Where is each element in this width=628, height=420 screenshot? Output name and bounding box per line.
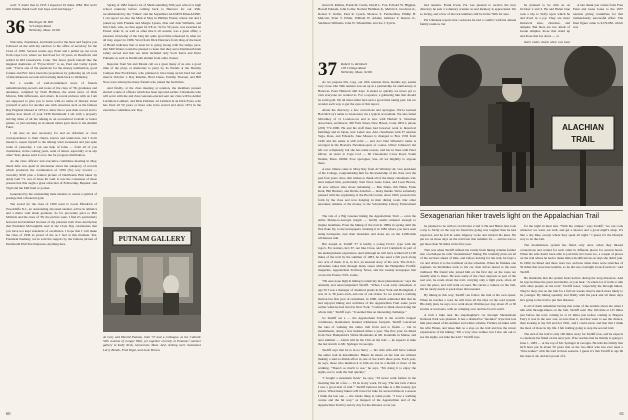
class-36-address [29, 20, 97, 33]
paragraph: The tale of a Big Greener hiking the Appalachian Trail — even the entire Maine-to-Georgia length — hardly seems unusual enough to inspire headlines. Even the hiking of the trail in 1980s in spring until the first flake fly, to the newspapers crushing it in 1982 where you have seen using backpacks over their shoulders and stoke are on the 2,000-mile wilderness trail. [318, 214, 416, 241]
address-line: Robert G. Reinhart [341, 62, 368, 66]
story-headline: Sexagenarian hiker travels light on the Appalachian Trail [420, 211, 599, 220]
left-col1 [6, 40, 97, 410]
paragraph: I am sure an also necessary for and an offerman or class correspondence to their cheers, knows and unknowns, but I don't intend to repeat myself to the talking what awakened and just spite some of yesterday. I can one help of folks — from all of you classmates, in the coming years, send of letters, especially or in any other 'Year, please send it on to me for progress distribution. [6, 131, 97, 158]
paragraph: He maintains that his system beats hollow during the long distances. And he says he likes the great and shelter, as you hear. "A whole lot of trails to talk with other people on the trail," Tardiff notes, "especially the through hikers. They're busy, but on the trail for a full six weeks, they're much more likely to be younger. By hiking speedily and firmly with his pack and all these days he's going to the trail to put that distance. [520, 275, 623, 302]
paragraph: Welcome, classmates, and thank you for the most and forgive you followed on me with my election to the office of secretary for the Class of 1936. Several weeks ago, Peter and I pulled up our roots from Cape Cod, where we had lived for 10 years, in Deerfield, and settled in Old Greenwich, Conn. The fewer griefs behold like the happiest memories of "Pryre-Won't" to us, Paul and Cathy Lynch said, "You're one of the questions for the money nomination, good fortune and Eric have been the proprietors by gathering up all sorts of miscellaneous records and tracking them back to Wellesley. [6, 40, 97, 80]
trail-sign-line1: ALACHIAN [562, 123, 604, 132]
paragraph: About the directory, a few corrections and apologies. We've learned Bob McCoy's name to Gloucester via a typical accountant. We also failed McGinley of 11 Loudon-cas and is now with Herbert S. Newman Associates, Architects, 300 York Street, New Haven, Conn. 06511; phone (203) 772-1990. He and his staff there had however went to historical buildings and in Japan, now Leiter one. Also classmates with 37 reunion Vega, Ross, and Edwards. Jake Mosser is changed to Box 1536 from 1946 and his name is still John — and Joe! Dan Wheeler's name is wronged in the Boston's Newman-spots of course. Oliver Johnson's list left our completely, but she has some reason, told her in lines with Peter Oliver, on leave to Cape Cod — 60 Cheoakotte Cross Road, South Dennis, Mass. 02660. Poor apologies, Sue, all we mightily to anyone there. [318, 108, 416, 165]
paragraph: "He uses none high in hiking is relatively more phenomenon," says the annually and unaccompanied Tardiff. "When I took early retirement at age 59 I was a manager of chemical plants in New York and Bolingfeld, I was 21 to 38 years each, and one of our oldest. So we started a walking motion but first year of retirement, in 1980, which reminded him that he had enjoyed hiking and activities of the Appalachian Trail some years earlier when he had lived in New York. "I started to think about doing the whole trail," Tardiff says. "It seemed like an interesting challenge." [318, 278, 416, 314]
trail-sign-line2: TRAIL [571, 135, 595, 144]
left-col2 [103, 3, 201, 193]
paragraph: A nice tribute came to Mary Ray from Al Winship '42, vice president of the College, congratulating him for his leadership of the class over the past four years. Also, Jim wishes to thank all of the many classmates who have helped him, particularly Tom Noel, Gene Jones, and Leon Brown, all now retired. Also those remaining — Ben Dunn, Jim Hahn, Ernie Kent, Bill Buckert, and Richie Altschul — many thanks. We're extremely pleased with the organizing of the Booth Corner, since 1903, protected in form by the class and now hanging in their dining room. Our other newsmen remains at the money to the Scholarship Library Endowment [318, 166, 416, 207]
hiker-illustration [420, 46, 623, 206]
putnam-gallery-photo [103, 197, 201, 332]
paragraph: And finally, at the class meeting at reunion, the members present elected a slate of officers which has been reported earlier. Classmates who will serve with me and class veterans-elected sent our class will be Arthur Larrimore Lambert, and Dick Perlman. Al Lambert in an Dick Farsa, who has lived all 50 years or more who have served and since 1974 in the executive committee are: Ray- [103, 85, 201, 112]
paragraph: that's pretty much what you hear [524, 39, 570, 43]
paragraph: had reunion. Frank Irwin. Pat was pleased to receive the new directory he sent a voluntary scanner as real memory is appreciated. We so Irving, and a few of the real numbers still be in the '50th for sure. [420, 3, 516, 16]
paragraph: But Joseph A. Tardiff '37 is hardly a young D.O.C. type with the logo's. For starters, he's 67, not like Clare, and Carl Campbell, in part of his undergraduate experience. And although he will have walked all 2,100 miles of the trail by the summer of 1983, he has used a full pack along two acts of them. It is, in fact, an unusual story of his own. The D.O.C. adventure takes him through many states while the Hampshire Prolific magazine, Appalachian Trailway News, and the weekly newspaper that covers his Exeter, N.H., home. [318, 242, 416, 277]
paragraph: A late thank you comes from Fran Fenn and Gene Jones to the 1937 reunion giving committee for that tremendously successful effort. The final figure came to $179,082, which was [573, 3, 623, 30]
paragraph: That was when Tardiff refined his totally fresh hiking scheme further into a technique he calls "modularness" hiking. He carefully plots out all of the sections ahead of time, and before leaving for the trail, he buys a car and drives it to the trailhead on the schedule. When he finishes one segment, he hitchhikes back to his car, then drives ahead to the next trailhead. His friend who joined him on the first day on the route are usually able to share. He uses some of the clear outposts as part of the real rest, he reads about the trail, carrying only a light pack, often all over the place, and will walk on steel. He carries a camera on the trail, but he rarely needs to pack more than needed. [420, 247, 516, 292]
paragraph: Tardiff says that he is in no hurry — his wife wife-will have walked the entire trail in installments. Hikers he meets on the trail are without making a start-to-finish effort in one of the trail's three parts. Each year, he says, those who mention it to him are lost in a month or more of the walking. "There's so much to see," he says. "I'm doing it to enjoy the sights, not to walk the trail quickly." [318, 348, 416, 375]
sign-text: PUTNAM GALLERY [118, 235, 186, 243]
col1-lead [6, 3, 97, 17]
paragraph: The award for the class of 1980 went to Louis Pfundrich of Woodcliffe N.J., an outstanding all-round student, active in athletics and a metro cum laude graduate. So for procedure prior to Phil McInnis and the class of '36, the picture went. I find it's particularly honored and indebted because of my pleasure both class description that President McLaughlin read at the Class Day ceremonies that you have not kept standards of excellence. I hope that I will make the class of 1936 as proud of me as I feel at this moment. Yes, President Kemeny, we've sold the support by the famous picture of Dartmouth Hall that impresses anything here. [6, 202, 97, 246]
paragraph: Not a wealth of well-documented news of friends remembrancing-records and notes of the class of '36, graduates and attendees, compiled by Noth Holbren, the serial news of Dick Morton, Mik Jeffersonn, and others. In recent pictures with us I am not supposed to give you to leave with no name of interest about yourself or prior for another one with ourselves such as the famous Ray England blessed at 1974 to allow me to post their record and to outline how much of your 1936 Dartmouth I am with a properly striving mine of all the talking in an economical football or better games, or just reaching us in annual tables gave more to the Alumni Fund. [6, 81, 97, 130]
paragraph: "I bought a mountain fresh," he says, "I'd never walk farther in the morning that all a few — I'd be in my work. I'd say, 'The last twin 2 kilos I saw a good deal of trail.'" Tardiff believes his hike is a 60s bounty gas prices. When many hikers will travel for hike for several miles in a season I think the last one — the whole thing at some point. "I love a walking course and the hit way," as mapped of the Appalachian and of the Appalachian Trail by and by day for the distance cover yet. [318, 376, 416, 407]
photo-illustration [103, 197, 201, 332]
paragraph: As the class officers' and executive committee meeting in May, much time was spent in discussion about the adequacy of records which produced the continuation of 1936 (So) way toward — currently $100 plus a framed picture of Dartmouth Hall taken by Andy Gell '71, son of Jesse M. Gell. It was the consensus of those present that this ought a great attraction of Fellowship, Bequest, and Vigil and the Mid fund or pocket. [6, 159, 97, 190]
paragraph: Pat Ulmanek reports that cookware he had a conflict with his annual family reunion, but [420, 17, 516, 27]
class-number-36: 36 [6, 17, 25, 38]
story-col2 [420, 224, 516, 410]
paragraph: Spring of 1982 found a lot of Shem attending 50th year school or high school reunions before coming back to Hanover for our 45th, recommended by the "Times" and the September ALUMNI MAGAZINE. I can report we also the Mutt at May in Phillips Exeter, where Jon and I joined up with Frankie and Margie Lynsta, Don and Jean Williams, and Jim Clark, who, as class agent for P.E.A. '32 for 50 years, was awarded an Exeter chair. It, as well as other like it all around, was a great affair; a pleasant reviewing of the long but quite good time rehearsed in what we all may expect in 1986. Word from Dick Durrance from ding-of the heart of Brazil indicates that at least he is going strong with the tempo pace. Our Milt Waters would be pleased to learn that they serve Dartmouth ham safely served and that our table included only Scott Kerrs and Dave Putnams as well as Dartmouth alumni from other classes. [103, 3, 201, 60]
paragraph: Is all of them remember having met some of the notable about me when I talk with through-hikers on the trail. Tardiff said. The 100 mile at 125 miles just before the trail, coming in at 10 miles just before coming to Harpers Ferry it was in the new one, no less than it, and that went to see the chance, then looking at my fall and hot 1991, and I could swear and that that I think the most of those in my life. I felt trailing going to step the second trail. [520, 303, 623, 330]
hiker-photo [420, 46, 623, 206]
putnam-photo-caption: Al Grey and Harold Putnam, both '37 and a colleague, at the Catholic 50th reunion of Longer Hall, yet together recently at Putnams' summer gallery in Kelly Neck, Gloucester, Mass. Also visiting were classmates Larry Bondo, Fred Voget, and Leon Brown. [103, 335, 201, 352]
address-line: 52 Lehigh Road [29, 24, 51, 29]
paragraph: As we prepare this copy, our 45th reunion these months ago seems very close. Our 50th reunion was set up as a partnership for anniversary at Hanover, Peter Haltwolt dull days. It ended so quickly we never got to visit everyone we wanted to. For a reporter, a gathering like that should be solid gold. We all must either had such a good time taking part, but we wonder each way to get the eyes of this report. [318, 80, 416, 107]
paragraph: A trail a hike near his stepdaughter's car through Shenandoah National Park was planned. It has a distinctive "modular" style that lets him plan ahead of his summer and winter scheme. Further, he hikes with his wife Helen, and takes him as a stop on the trail and has the nicest experiences of his hiking. "I'm a very slow walker, but I also am out to see the sights, not hike the trail," Tardiff says. [420, 312, 516, 339]
address-line: 103 College Road [341, 66, 366, 71]
paragraph: The end of the trail is only 160 miles away for Tardiff now, and he expects to celebrate his finish on his next year. If he reaches that he mainly is going to June 1, 1983 — at the top of Mt. Springer in Georgia. He tells the family that he'll have put in about 50 years that as the two-third who has ever been a "thru-walker" with his trail in three seasons. I guess it's that Tardiff at age 66 has done it all, and he's proud of it. [520, 331, 623, 358]
paragraph: Reporter from Six and Mount call on a great many of us also a good time of the plays or memories to party by its friends at the Destiny Campus Pete Fredrichers, who planned to have hung up his hard hat and mascot October 1, Ray Rinaldo, Brad Chase, Tommy Thorsen, and Bill Noss were among the many friends who joined the festivities. [103, 61, 201, 84]
paragraph: The modularness system has failed only once, when they missed connections and waited for each other in different places for several hours. When his wife hasn't been able to join him, he's been too, a couple of places on the trail where he had to make minor modifications on days she didn't join. In 1982, he hiked and there were two sections when there were stretches of 50 miles that were inaccessible, so he did one overnight in such section," said Tardiff. [520, 243, 623, 274]
right-col1 [318, 80, 416, 208]
story-col1 [318, 214, 416, 410]
page-number-right: 61 [619, 411, 624, 416]
paragraph: So Tardiff set a — the Appalachian Trail is the world's longest continuous, maintained, marked wilderness footpath. Tardiff conceived the idea of walking the entire trail from end to finish — but in installments, doing a few hundred miles a year. The first year, he hiked from New Hampshire's White Mountains in Mt. Katahdin in Maine, and next summer — which will be his 15th on the trail — he expects to hike the last stretch to Mt. Springer in Georgia. [318, 315, 416, 347]
paragraph: for the night in their tent. "With the camper," says Tardiff, "we can cook whatever we want, eat well, and get a shower and a good night's sleep. It's like a day hike, except where they spent all night." I guess it's the lifestyle way to do the trail. [520, 224, 623, 242]
address-line: Harlinger M. Hill [29, 20, 54, 24]
paragraph: Generated by the outstanding male student, to assure a symbol of prestige that a financial gain. [6, 191, 97, 201]
paragraph: be planned to be with us on October 2 and 3. He and Helen Jane took a trip to Sicily on the way he found the going was tougher than he had expected, and he fell in some slippery rocks and twisted his knee. He put ice on those days on the trail later that summer for — and he was to get more than 50 miles in the first year. [420, 224, 516, 246]
right-col3 [520, 3, 570, 43]
page-number-left: 60 [6, 411, 11, 416]
class-37-address [341, 62, 411, 75]
story-col3 [520, 224, 623, 410]
col1-lead-paragraph: well: "I doubt that in 1935 I expected I'd make 1982. But we're still ballsin, thank God! Just hope well and happy." [6, 3, 97, 12]
right-col1-top [318, 3, 416, 51]
class-number-37: 37 [318, 59, 337, 80]
paragraph: By hiking in this way, Tardiff can follow the trail at his own speed. When he reaches a road, he will have all the trips on the road system. His daily plan, he says, is to walk about 18 miles per day, about 25 or 30 in nine or ten hours, with no camping over and the food is solid. [420, 293, 516, 311]
right-col2 [420, 3, 516, 43]
paragraph: mond D. Rallins, Frank M. Curtis, David L. Fox, Edward W. Higgins, Harold Putnam, John Coller, Norbert Hellman Jr., Melvin S. Jacobson Jr., Robert T. Keller, Paul R. Lynch, Monroe S. Fetcherthau, Phillip H. Malcom, Peter T. Prime, William W. Adams, Gilmore T. Reeves Jr., Seldmore Williams, John W. Winemiller, and Joe J. Sylvia. [318, 3, 416, 25]
address-line: Wellesley, Mass. 02181 [29, 28, 61, 33]
address-line: Wellesley, Mass. 02181 [341, 70, 373, 75]
right-page [314, 0, 628, 420]
paragraph: he planned to be with us on October 2 and 3. He and Helen Jane took a trip to Sicily upon which he and lived in a joy. They are more historical sites, churches, and temples. But there are two kinds of Greek temples, those that stand up and those that lay down — or [520, 3, 570, 38]
right-col4 [573, 3, 623, 43]
